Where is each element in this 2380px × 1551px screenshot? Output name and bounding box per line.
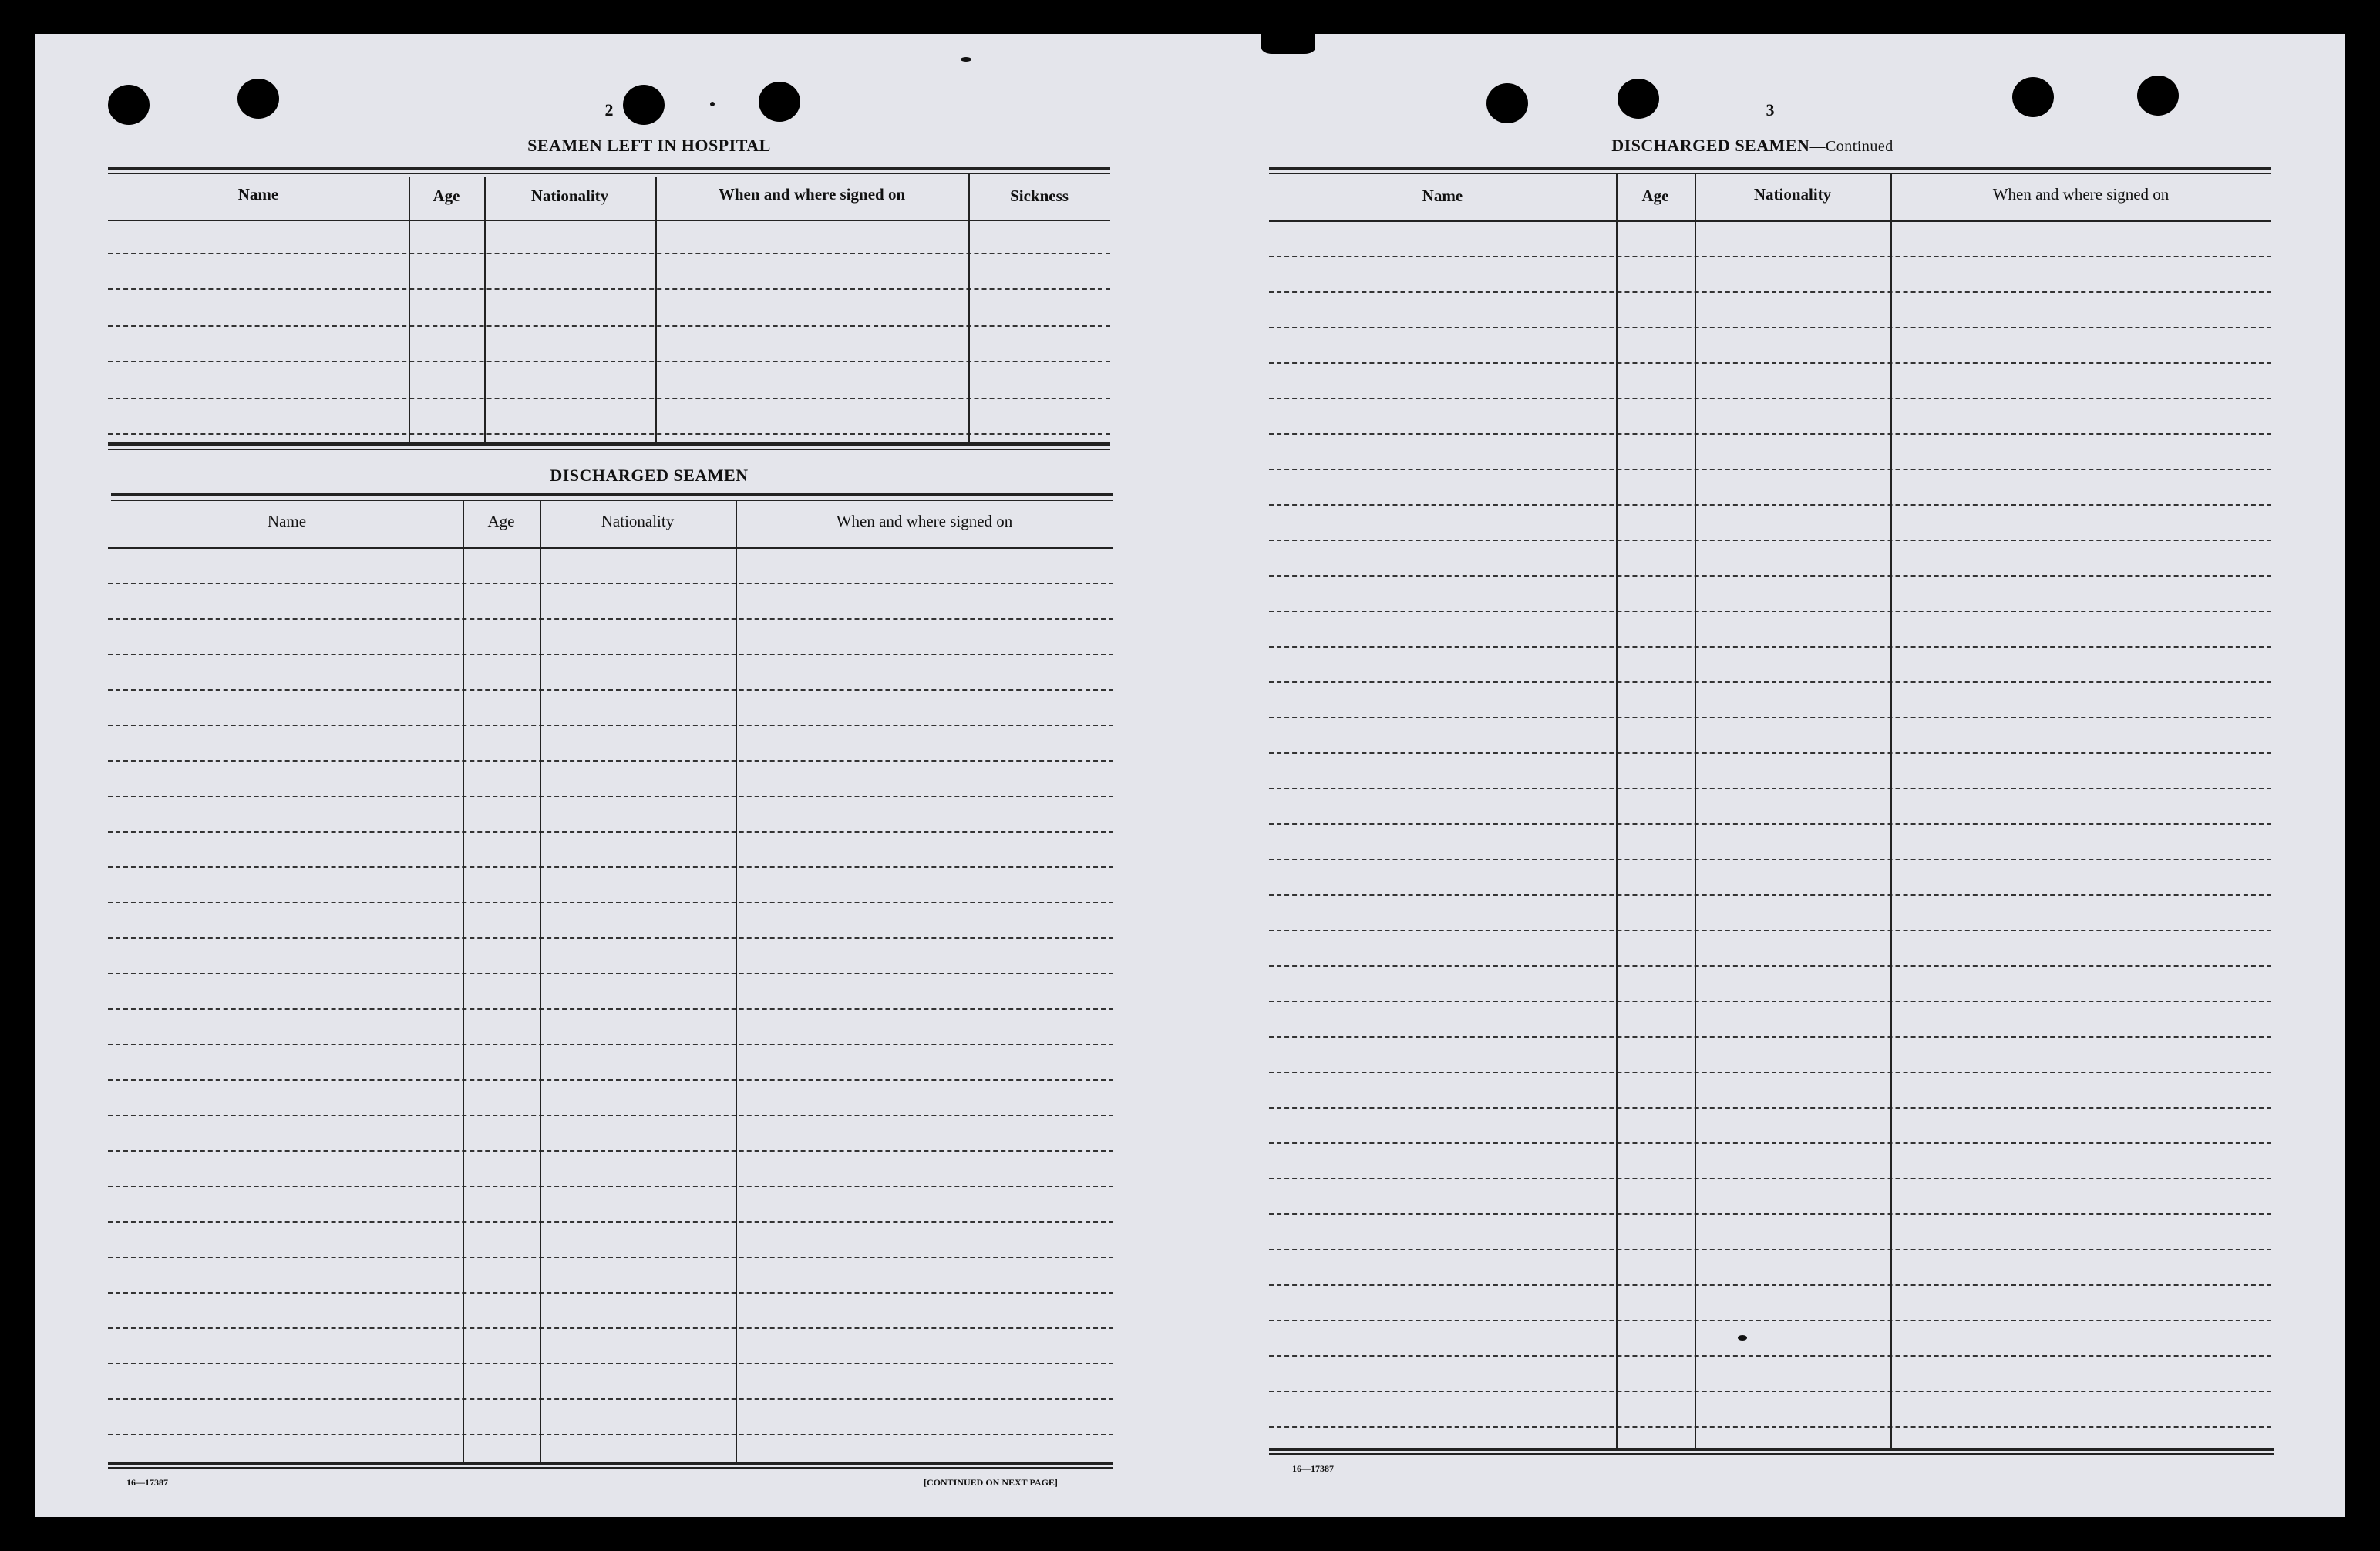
right-row-line — [1269, 1036, 2271, 1038]
right-section-title-suffix: —Continued — [1809, 138, 1894, 155]
right-row-line — [1269, 1391, 2271, 1392]
right-row-line — [1269, 1426, 2271, 1428]
hospital-col-divider — [655, 177, 657, 442]
discharged-row-line — [108, 725, 1113, 726]
right-row-line — [1269, 398, 2271, 399]
discharged-row-line — [108, 1398, 1113, 1400]
punch-hole — [2012, 77, 2054, 117]
hospital-row-line — [108, 433, 1110, 435]
discharged-col-nationality: Nationality — [601, 512, 675, 530]
discharged-bottom-rule — [108, 1462, 1113, 1465]
hospital-top-rule-thin — [108, 173, 1110, 174]
hospital-row-line — [108, 398, 1110, 399]
right-row-line — [1269, 611, 2271, 612]
right-row-line — [1269, 1213, 2271, 1215]
punch-hole — [237, 79, 279, 119]
discharged-row-line — [108, 831, 1113, 833]
right-row-line — [1269, 433, 2271, 435]
right-row-line — [1269, 1072, 2271, 1073]
discharged-row-line — [108, 1115, 1113, 1116]
right-row-line — [1269, 575, 2271, 577]
discharged-row-line — [108, 1327, 1113, 1329]
hospital-col-divider — [968, 173, 970, 442]
right-row-line — [1269, 327, 2271, 328]
right-header-rule — [1269, 220, 2271, 222]
discharged-row-line — [108, 689, 1113, 691]
discharged-row-line — [108, 973, 1113, 974]
discharged-row-line — [108, 1044, 1113, 1045]
speck — [1738, 1335, 1747, 1341]
hospital-col-sickness: Sickness — [1010, 187, 1069, 205]
discharged-row-line — [108, 1363, 1113, 1364]
speck — [710, 102, 715, 106]
document-sheet — [35, 34, 2345, 1517]
right-bottom-rule — [1269, 1448, 2274, 1451]
discharged-col-name: Name — [267, 512, 307, 530]
right-row-line — [1269, 1284, 2271, 1286]
hospital-col-divider — [409, 177, 410, 442]
hospital-row-line — [108, 253, 1110, 254]
right-row-line — [1269, 1249, 2271, 1250]
right-row-line — [1269, 752, 2271, 754]
discharged-row-line — [108, 1008, 1113, 1010]
discharged-bottom-rule-thin — [108, 1467, 1113, 1469]
hospital-header-rule — [108, 220, 1110, 221]
hospital-col-signed-on: When and where signed on — [718, 185, 906, 204]
right-section-title-main: DISCHARGED SEAMEN — [1611, 136, 1810, 155]
right-row-line — [1269, 1320, 2271, 1321]
hospital-row-line — [108, 288, 1110, 290]
right-bottom-rule-thin — [1269, 1453, 2274, 1455]
right-row-line — [1269, 717, 2271, 718]
discharged-col-divider — [540, 501, 541, 1463]
right-col-name: Name — [1422, 187, 1463, 205]
form-number-right: 16—17387 — [1292, 1463, 1334, 1474]
right-row-line — [1269, 965, 2271, 967]
hospital-col-name: Name — [237, 185, 279, 204]
right-col-nationality: Nationality — [1753, 185, 1832, 204]
discharged-col-age: Age — [487, 512, 515, 530]
right-row-line — [1269, 859, 2271, 860]
discharged-row-line — [108, 796, 1113, 797]
hospital-top-rule — [108, 167, 1110, 170]
discharged-section-title: DISCHARGED SEAMEN — [550, 466, 749, 485]
right-row-line — [1269, 540, 2271, 541]
right-row-line — [1269, 291, 2271, 293]
punch-hole — [1486, 83, 1528, 123]
continued-note: [CONTINUED ON NEXT PAGE] — [924, 1477, 1058, 1488]
hospital-col-divider — [484, 177, 486, 442]
right-col-age: Age — [1641, 187, 1669, 205]
discharged-row-line — [108, 1079, 1113, 1081]
hospital-col-age: Age — [433, 187, 460, 205]
discharged-top-rule — [111, 493, 1113, 496]
discharged-row-line — [108, 902, 1113, 903]
right-row-line — [1269, 894, 2271, 896]
discharged-row-line — [108, 618, 1113, 620]
right-row-line — [1269, 504, 2271, 506]
discharged-row-line — [108, 1150, 1113, 1152]
right-col-signed-on: When and where signed on — [1992, 185, 2170, 204]
hospital-row-line — [108, 325, 1110, 327]
page-number-left: 2 — [604, 100, 614, 119]
punch-hole — [1261, 23, 1315, 54]
right-section-title — [1536, 136, 1969, 156]
right-row-line — [1269, 1355, 2271, 1357]
hospital-row-line — [108, 361, 1110, 362]
hospital-section-title: SEAMEN LEFT IN HOSPITAL — [527, 136, 771, 155]
discharged-row-line — [108, 937, 1113, 939]
right-row-line — [1269, 930, 2271, 931]
form-number-left: 16—17387 — [126, 1477, 168, 1488]
hospital-bottom-rule — [108, 442, 1110, 446]
right-col-divider — [1695, 174, 1696, 1451]
punch-hole — [759, 82, 800, 122]
discharged-row-line — [108, 1221, 1113, 1223]
discharged-col-divider — [736, 501, 737, 1463]
right-row-line — [1269, 362, 2271, 364]
right-row-line — [1269, 646, 2271, 648]
page-number-right: 3 — [1766, 100, 1775, 119]
hospital-bottom-rule-thin — [108, 449, 1110, 450]
right-row-line — [1269, 1142, 2271, 1144]
discharged-row-line — [108, 1257, 1113, 1258]
right-col-divider — [1616, 174, 1618, 1451]
right-row-line — [1269, 823, 2271, 825]
right-row-line — [1269, 681, 2271, 683]
speck — [961, 57, 971, 62]
discharged-row-line — [108, 866, 1113, 868]
punch-hole — [2137, 76, 2179, 116]
right-row-line — [1269, 469, 2271, 470]
punch-hole — [108, 85, 150, 125]
right-top-rule-thin — [1269, 173, 2271, 174]
right-row-line — [1269, 788, 2271, 789]
punch-hole — [1618, 79, 1659, 119]
discharged-row-line — [108, 1434, 1113, 1435]
discharged-row-line — [108, 760, 1113, 762]
right-col-divider — [1890, 174, 1892, 1451]
right-top-rule — [1269, 167, 2271, 170]
right-row-line — [1269, 1001, 2271, 1002]
hospital-col-nationality: Nationality — [530, 187, 609, 205]
right-row-line — [1269, 256, 2271, 257]
discharged-col-signed-on: When and where signed on — [836, 512, 1013, 530]
discharged-row-line — [108, 583, 1113, 584]
right-row-line — [1269, 1107, 2271, 1109]
discharged-col-divider — [463, 501, 464, 1463]
discharged-header-rule — [108, 547, 1113, 549]
discharged-row-line — [108, 1292, 1113, 1294]
discharged-row-line — [108, 654, 1113, 655]
right-row-line — [1269, 1178, 2271, 1179]
discharged-top-rule-thin — [111, 500, 1113, 501]
discharged-row-line — [108, 1186, 1113, 1187]
